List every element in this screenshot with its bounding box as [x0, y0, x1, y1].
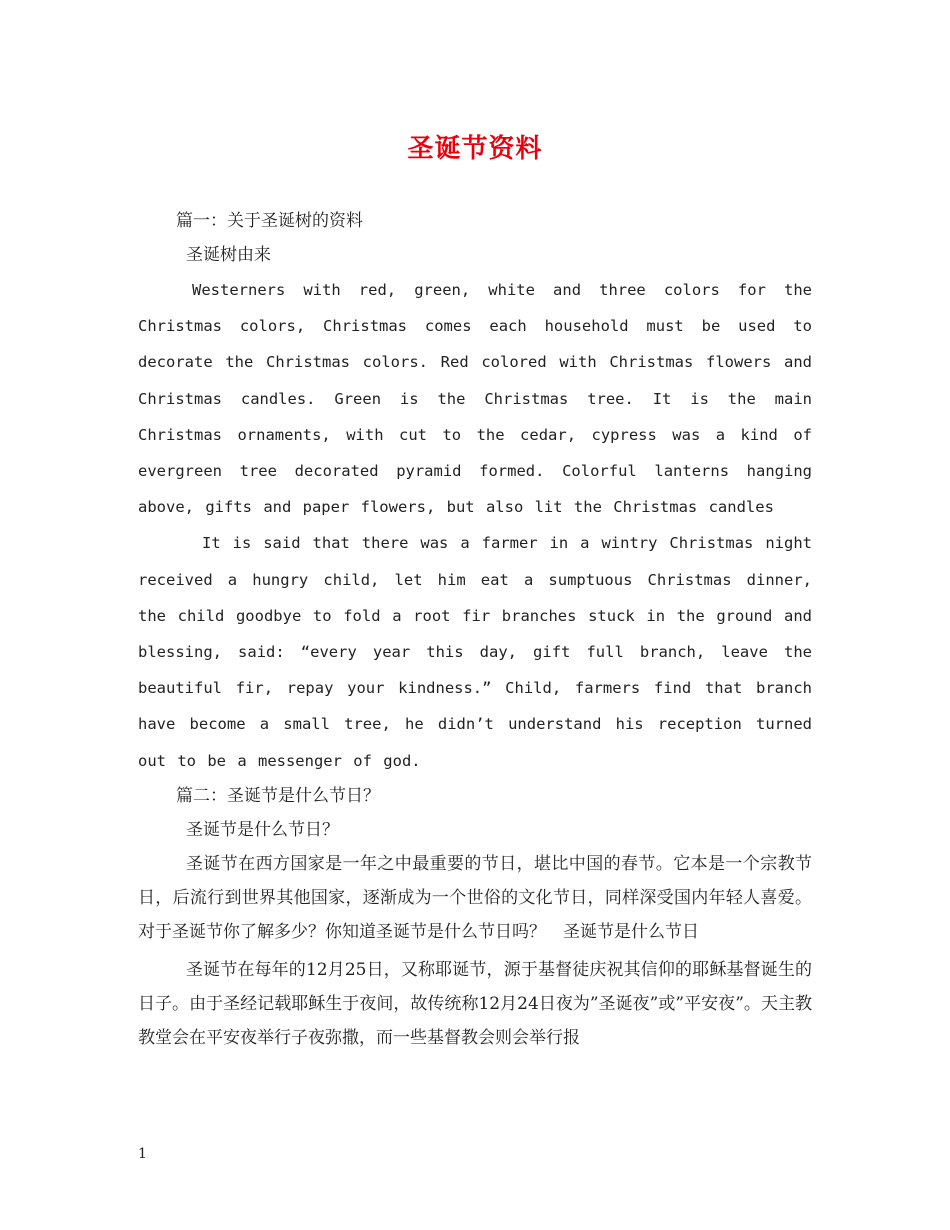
document-title: 圣诞节资料 — [407, 134, 543, 164]
section-1-paragraph-1: Westerners with red, green, white and three colors for the Christmas colors, Christmas comes each household must be used to decorate the Christmas colors. Red colored with Christmas flowers and Christmas candles. Green is the Christmas tree. It is the main Christmas ornaments, with cut to the cedar, cypress was a kind of evergreen tree decorated pyramid formed. Colorful lanterns hanging above, gifts and paper flowers, but also lit the Christmas candles — [138, 281, 812, 517]
section-1-paragraph-2: It is said that there was a farmer in a wintry Christmas night received a hungry child, let him eat a sumptuous Christmas dinner, the child goodbye to fold a root fir branches stuck in the ground and blessing, said: “every year this day, gift full branch, leave the beautiful fir, repay your kindness.” Child, farmers find that branch have become a small tree, he didn’t understand his reception turned out to be a messenger of god. — [138, 534, 812, 770]
section-2-paragraph-2: 圣诞节在每年的12月25日，又称耶诞节，源于基督徒庆祝其信仰的耶稣基督诞生的日子。由于圣经记载耶稣生于夜间，故传统称12月24日夜为”圣诞夜”或”平安夜”。天主教教堂会在平安夜举行子夜弥撒，而一些基督教会则会举行报 — [138, 959, 812, 1048]
section-1-subheading: 圣诞树由来 — [186, 245, 271, 265]
section-2-heading: 篇二：圣诞节是什么节日？ — [176, 785, 380, 806]
section-2-paragraph-1: 圣诞节在西方国家是一年之中最重要的节日，堪比中国的春节。它本是一个宗教节日，后流行到世界其他国家，逐渐成为一个世俗的文化节日，同样深受国内年轻人喜爱。对于圣诞节你了解多少？你知道圣诞节是什么节日吗？ 圣诞节是什么节日 — [138, 853, 812, 942]
section-1-heading: 篇一：关于圣诞树的资料 — [176, 211, 363, 231]
section-2-subheading: 圣诞节是什么节日？ — [186, 819, 339, 840]
page-number: 1 — [138, 1146, 147, 1162]
document-body — [138, 204, 812, 1055]
